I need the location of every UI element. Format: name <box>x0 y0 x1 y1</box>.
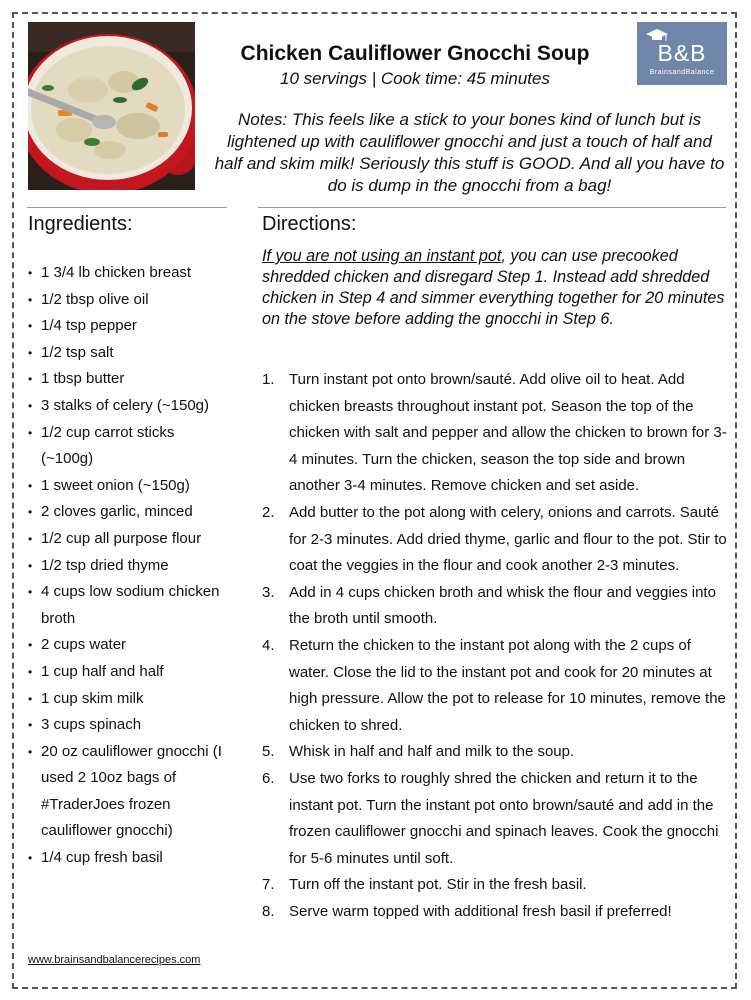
ingredient-item: • 1/2 tsp salt <box>28 340 228 367</box>
directions-heading: Directions: <box>262 213 357 235</box>
graduation-cap-icon <box>645 28 669 44</box>
ingredient-item: • 1 tbsp butter <box>28 366 228 393</box>
step-text: Use two forks to roughly shred the chicken and return it to the instant pot. Turn the instant pot onto brown/sauté and add in the frozen cauliflower gnocchi and spinach leaves. Cook the gnocchi for 5-6 minutes until soft. <box>289 769 719 867</box>
direction-step <box>262 872 727 899</box>
website-link[interactable]: www.brainsandbalancerecipes.com <box>28 954 201 966</box>
ingredient-item: • 20 oz cauliflower gnocchi (I used 2 10oz bags of #TraderJoes frozen cauliflower gnocchi) <box>28 739 228 845</box>
direction-step <box>262 580 727 633</box>
step-number: 1. <box>262 371 275 388</box>
ingredient-item: • 2 cups water <box>28 632 228 659</box>
step-text: Whisk in half and half and milk to the soup. <box>289 743 575 761</box>
step-text: Turn off the instant pot. Stir in the fresh basil. <box>289 876 587 894</box>
directions-intro <box>262 246 727 330</box>
ingredient-item: • 1/2 cup carrot sticks (~100g) <box>28 420 228 473</box>
direction-step <box>262 739 727 766</box>
ingredient-item: • 1/4 tsp pepper <box>28 313 228 340</box>
directions-steps <box>262 367 727 925</box>
step-text: Add butter to the pot along with celery, onions and carrots. Sauté for 2-3 minutes. Add dried thyme, garlic and flour to the pot. Stir to coat the veggies in the flour and cook another 2-3 minutes. <box>289 503 727 575</box>
ingredients-divider <box>27 207 227 208</box>
ingredient-item: • 1/2 cup all purpose flour <box>28 526 228 553</box>
step-text: Serve warm topped with additional fresh basil if preferred! <box>289 902 672 920</box>
soup-photo-illustration <box>28 22 195 190</box>
ingredient-item: • 3 cups spinach <box>28 712 228 739</box>
ingredient-item: • 4 cups low sodium chicken broth <box>28 579 228 632</box>
direction-step <box>262 500 727 580</box>
step-text: Turn instant pot onto brown/sauté. Add olive oil to heat. Add chicken breasts throughout instant pot. Season the top of the chicken with salt and pepper and allow the chicken to brown for 3-4 minutes. Turn the chicken, season the top side and brown another 3-4 minutes. Remove chicken and set aside. <box>289 371 727 495</box>
soup-photo <box>28 22 195 190</box>
step-number: 3. <box>262 583 275 601</box>
intro-underlined-text: If you are not using an instant pot <box>262 247 502 265</box>
logo-subtext: BrainsandBalance <box>649 69 715 76</box>
ingredient-item: • 1 cup skim milk <box>28 686 228 713</box>
step-number: 7. <box>262 876 275 894</box>
recipe-subtitle: 10 servings | Cook time: 45 minutes <box>280 69 550 88</box>
direction-step <box>262 766 727 872</box>
logo-text: B&B <box>657 40 707 66</box>
ingredient-item: • 1 cup half and half <box>28 659 228 686</box>
ingredients-list <box>28 260 228 872</box>
step-number: 5. <box>262 743 275 761</box>
ingredient-item: • 1/2 tsp dried thyme <box>28 553 228 580</box>
ingredient-item: • 1 3/4 lb chicken breast <box>28 260 228 287</box>
recipe-notes: Notes: This feels like a stick to your bones kind of lunch but is lightened up with cauliflower gnocchi and just a touch of half and half and skim milk! Seriously this stuff is GOOD. And all you have to do is dump in the gnocchi from a bag! <box>214 110 725 195</box>
direction-step <box>262 899 727 926</box>
step-number: 4. <box>262 636 275 654</box>
direction-step <box>262 633 727 739</box>
step-text: Add in 4 cups chicken broth and whisk the flour and veggies into the broth until smooth. <box>289 583 716 628</box>
ingredient-item: • 1/4 cup fresh basil <box>28 845 228 872</box>
direction-step <box>262 367 727 500</box>
recipe-title: Chicken Cauliflower Gnocchi Soup <box>240 42 590 65</box>
step-number: 8. <box>262 902 275 920</box>
ingredients-heading: Ingredients: <box>28 213 133 235</box>
ingredient-item: • 3 stalks of celery (~150g) <box>28 393 228 420</box>
brand-logo <box>637 22 727 85</box>
step-number: 2. <box>262 503 275 521</box>
step-text: Return the chicken to the instant pot along with the 2 cups of water. Close the lid to the instant pot and cook for 20 minutes at high pressure. Allow the pot to release for 10 minutes, remove the chicken to shred. <box>289 636 726 734</box>
directions-divider <box>258 207 726 208</box>
step-number: 6. <box>262 769 275 787</box>
ingredient-item: • 2 cloves garlic, minced <box>28 499 228 526</box>
ingredient-item: • 1 sweet onion (~150g) <box>28 473 228 500</box>
ingredient-item: • 1/2 tbsp olive oil <box>28 287 228 314</box>
intro-text: , you can use precooked shredded chicken and disregard Step 1. Instead add shredded chicken in Step 4 and simmer everything together for 20 minutes on the stove before adding the gnocchi in Step 6. <box>262 247 725 328</box>
